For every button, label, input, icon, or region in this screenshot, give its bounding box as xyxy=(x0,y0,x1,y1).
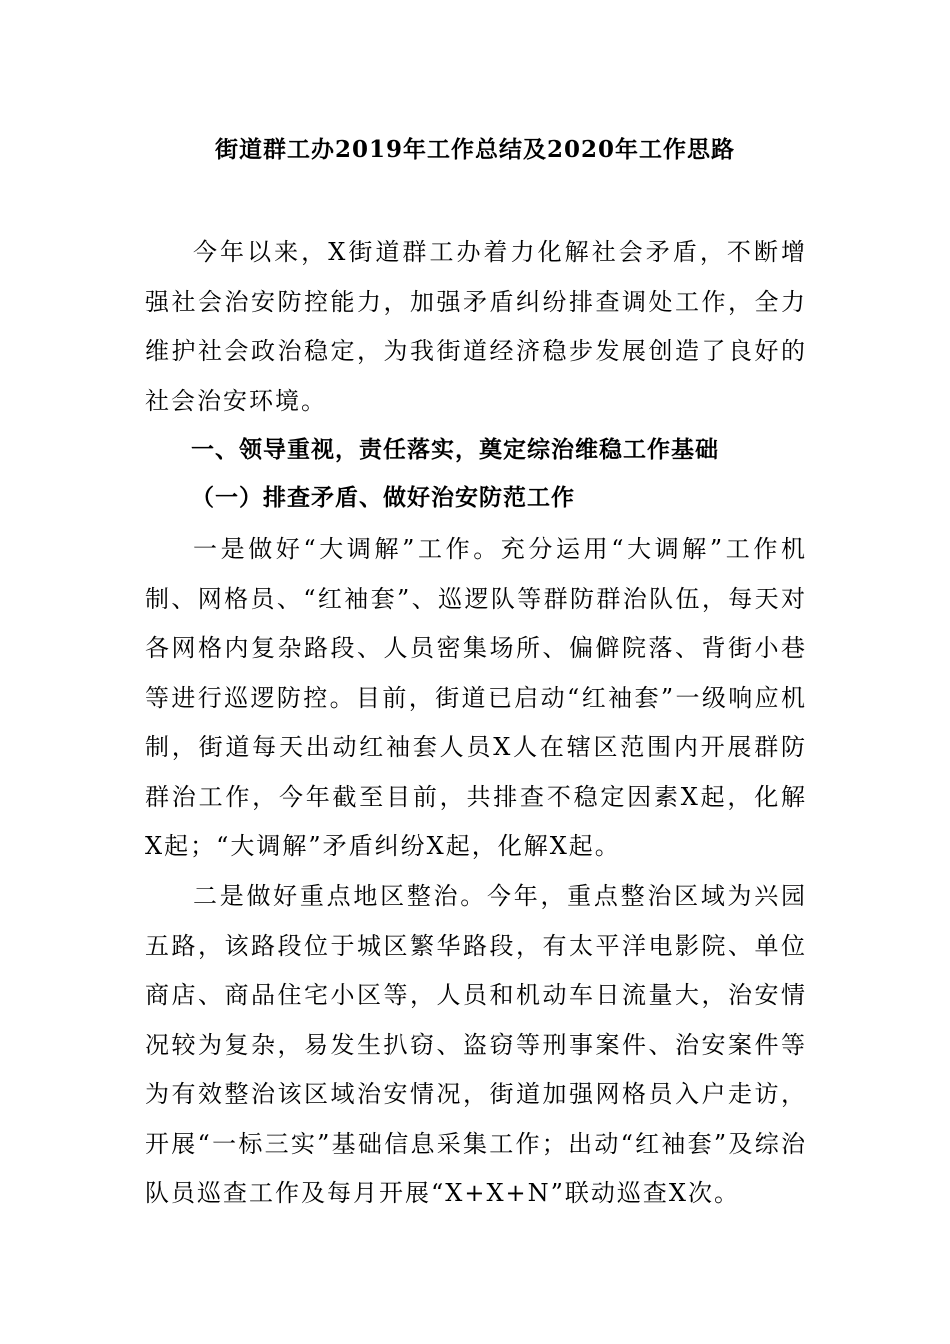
intro-paragraph: 今年以来，X街道群工办着力化解社会矛盾，不断增强社会治安防控能力，加强矛盾纠纷排查调处工作，全力维护社会政治稳定，为我街道经济稳步发展创造了良好的社会治安环境。 xyxy=(145,238,807,415)
document-title: 街道群工办2019年工作总结及2020年工作思路 xyxy=(214,136,736,163)
subsection-heading: （一）排查矛盾、做好治安防范工作 xyxy=(191,485,575,511)
section-heading: 一、领导重视，责任落实，奠定综治维稳工作基础 xyxy=(191,437,719,463)
body-paragraph: 二是做好重点地区整治。今年，重点整治区域为兴园五路，该路段位于城区繁华路段，有太平洋电影院、单位商店、商品住宅小区等，人员和机动车日流量大，治安情况较为复杂，易发生扒窃、盗窃等刑事案件、治安案件等为有效整治该区域治安情况，街道加强网格员入户走访，开展“一标三实”基础信息采集工作；出动“红袖套”及综治队员巡查工作及每月开展“X+X+N”联动巡查X次。 xyxy=(145,882,807,1207)
body-paragraph: 一是做好“大调解”工作。充分运用“大调解”工作机制、网格员、“红袖套”、巡逻队等群防群治队伍，每天对各网格内复杂路段、人员密集场所、偏僻院落、背街小巷等进行巡逻防控。目前，街道已启动“红袖套”一级响应机制，街道每天出动红袖套人员X人在辖区范围内开展群防群治工作，今年截至目前，共排查不稳定因素X起，化解X起；“大调解”矛盾纠纷X起，化解X起。 xyxy=(145,535,807,860)
